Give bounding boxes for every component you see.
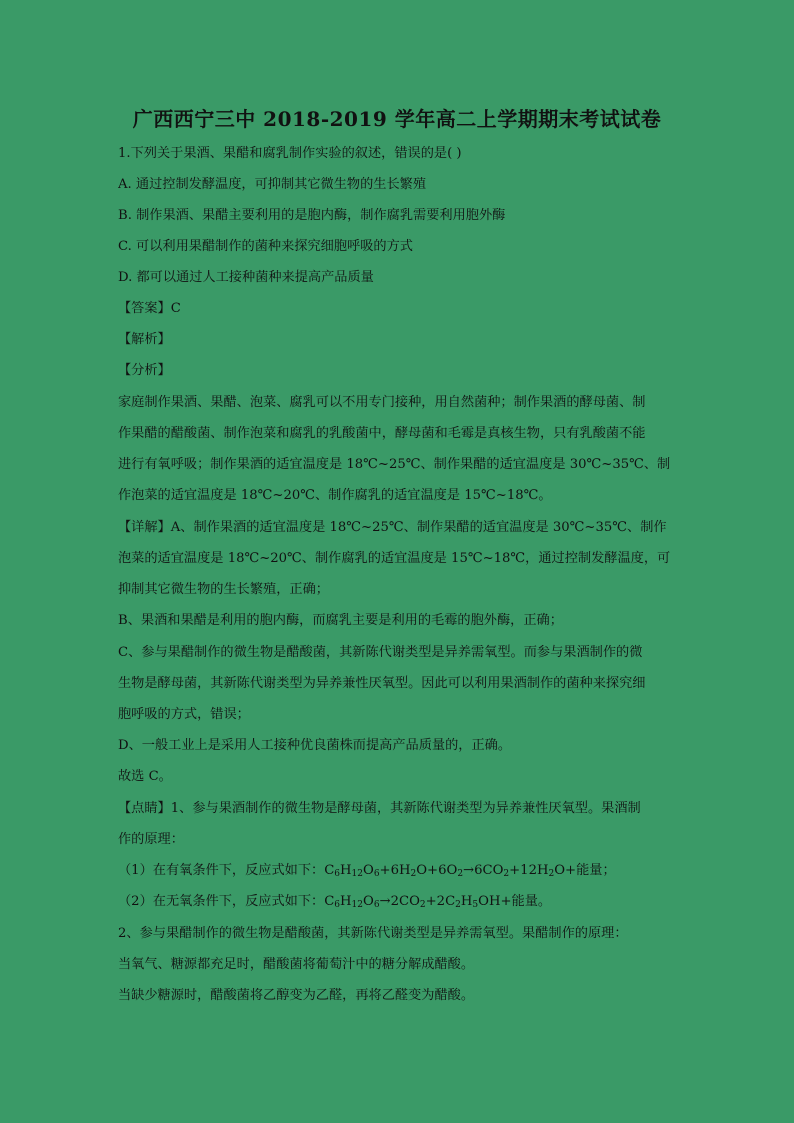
analysis-line: 进行有氧呼吸；制作果酒的适宜温度是 18℃~25℃、制作果醋的适宜温度是 30℃~35℃、制: [118, 457, 671, 472]
detail-line: 生物是酵母菌，其新陈代谢类型为异养兼性厌氧型。因此可以利用果酒制作的菌种来探究细: [118, 676, 646, 691]
detail-line: 【详解】A、制作果酒的适宜温度是 18℃~25℃、制作果醋的适宜温度是 30℃~35℃、制作: [118, 520, 667, 535]
detail-line: 胞呼吸的方式，错误；: [118, 707, 250, 722]
option-b: B. 制作果酒、果醋主要利用的是胞内酶，制作腐乳需要利用胞外酶: [118, 208, 506, 223]
option-a: A. 通过控制发酵温度，可抑制其它微生物的生长繁殖: [118, 177, 427, 192]
reaction-aerobic-formula: $C_6H_{12}O_6+6H_2O+6O_2\to 6CO_2+12H_2O+$能量；: [324, 863, 616, 879]
fenxi-label: 【分析】: [118, 363, 171, 378]
detail-line: D、一般工业上是采用人工接种优良菌株而提高产品质量的，正确。: [118, 738, 512, 753]
option-d: D. 都可以通过人工接种菌种来提高产品质量: [118, 270, 374, 285]
jiexi-label: 【解析】: [118, 332, 171, 347]
question-stem: 1.下列关于果酒、果醋和腐乳制作实验的叙述，错误的是( ): [118, 146, 462, 161]
analysis-line: 作泡菜的适宜温度是 18℃~20℃、制作腐乳的适宜温度是 15℃~18℃。: [118, 488, 552, 503]
points-line: 作的原理：: [118, 832, 184, 847]
conclusion-line: 故选 C。: [118, 769, 172, 784]
answer-label: 【答案】C: [118, 301, 181, 316]
reaction-anaerobic-formula: $C_6H_{12}O_6\to 2CO_2+2C_2H_5OH+$能量。: [324, 894, 552, 910]
tail-line: 当氧气、糖源都充足时，醋酸菌将葡萄汁中的糖分解成醋酸。: [118, 957, 475, 972]
reaction-aerobic-prefix: （1）在有氧条件下，反应式如下：: [118, 863, 325, 878]
reaction-anaerobic-prefix: （2）在无氧条件下，反应式如下：: [118, 894, 325, 909]
points-line: 【点睛】1、参与果酒制作的微生物是酵母菌，其新陈代谢类型为异养兼性厌氧型。果酒制: [118, 801, 641, 816]
option-c: C. 可以利用果醋制作的菌种来探究细胞呼吸的方式: [118, 239, 413, 254]
detail-line: B、果酒和果醋是利用的胞内酶，而腐乳主要是利用的毛霉的胞外酶，正确；: [118, 613, 563, 628]
analysis-line: 家庭制作果酒、果醋、泡菜、腐乳可以不用专门接种，用自然菌种；制作果酒的酵母菌、制: [118, 395, 646, 410]
analysis-line: 作果醋的醋酸菌、制作泡菜和腐乳的乳酸菌中，酵母菌和毛霉是真核生物，只有乳酸菌不能: [118, 426, 646, 441]
tail-line: 当缺少糖源时，醋酸菌将乙醇变为乙醛，再将乙醛变为醋酸。: [118, 988, 475, 1003]
document-title: 广西西宁三中 2018-2019 学年高二上学期期末考试试卷: [132, 107, 662, 131]
detail-line: C、参与果醋制作的微生物是醋酸菌，其新陈代谢类型是异养需氧型。而参与果酒制作的微: [118, 645, 643, 660]
tail-line: 2、参与果醋制作的微生物是醋酸菌，其新陈代谢类型是异养需氧型。果醋制作的原理：: [118, 926, 628, 941]
detail-line: 抑制其它微生物的生长繁殖，正确；: [118, 582, 329, 597]
reaction-aerobic: [118, 861, 678, 881]
reaction-anaerobic: [118, 892, 678, 912]
detail-line: 泡菜的适宜温度是 18℃~20℃、制作腐乳的适宜温度是 15℃~18℃，通过控制发酵温度，可: [118, 551, 671, 566]
